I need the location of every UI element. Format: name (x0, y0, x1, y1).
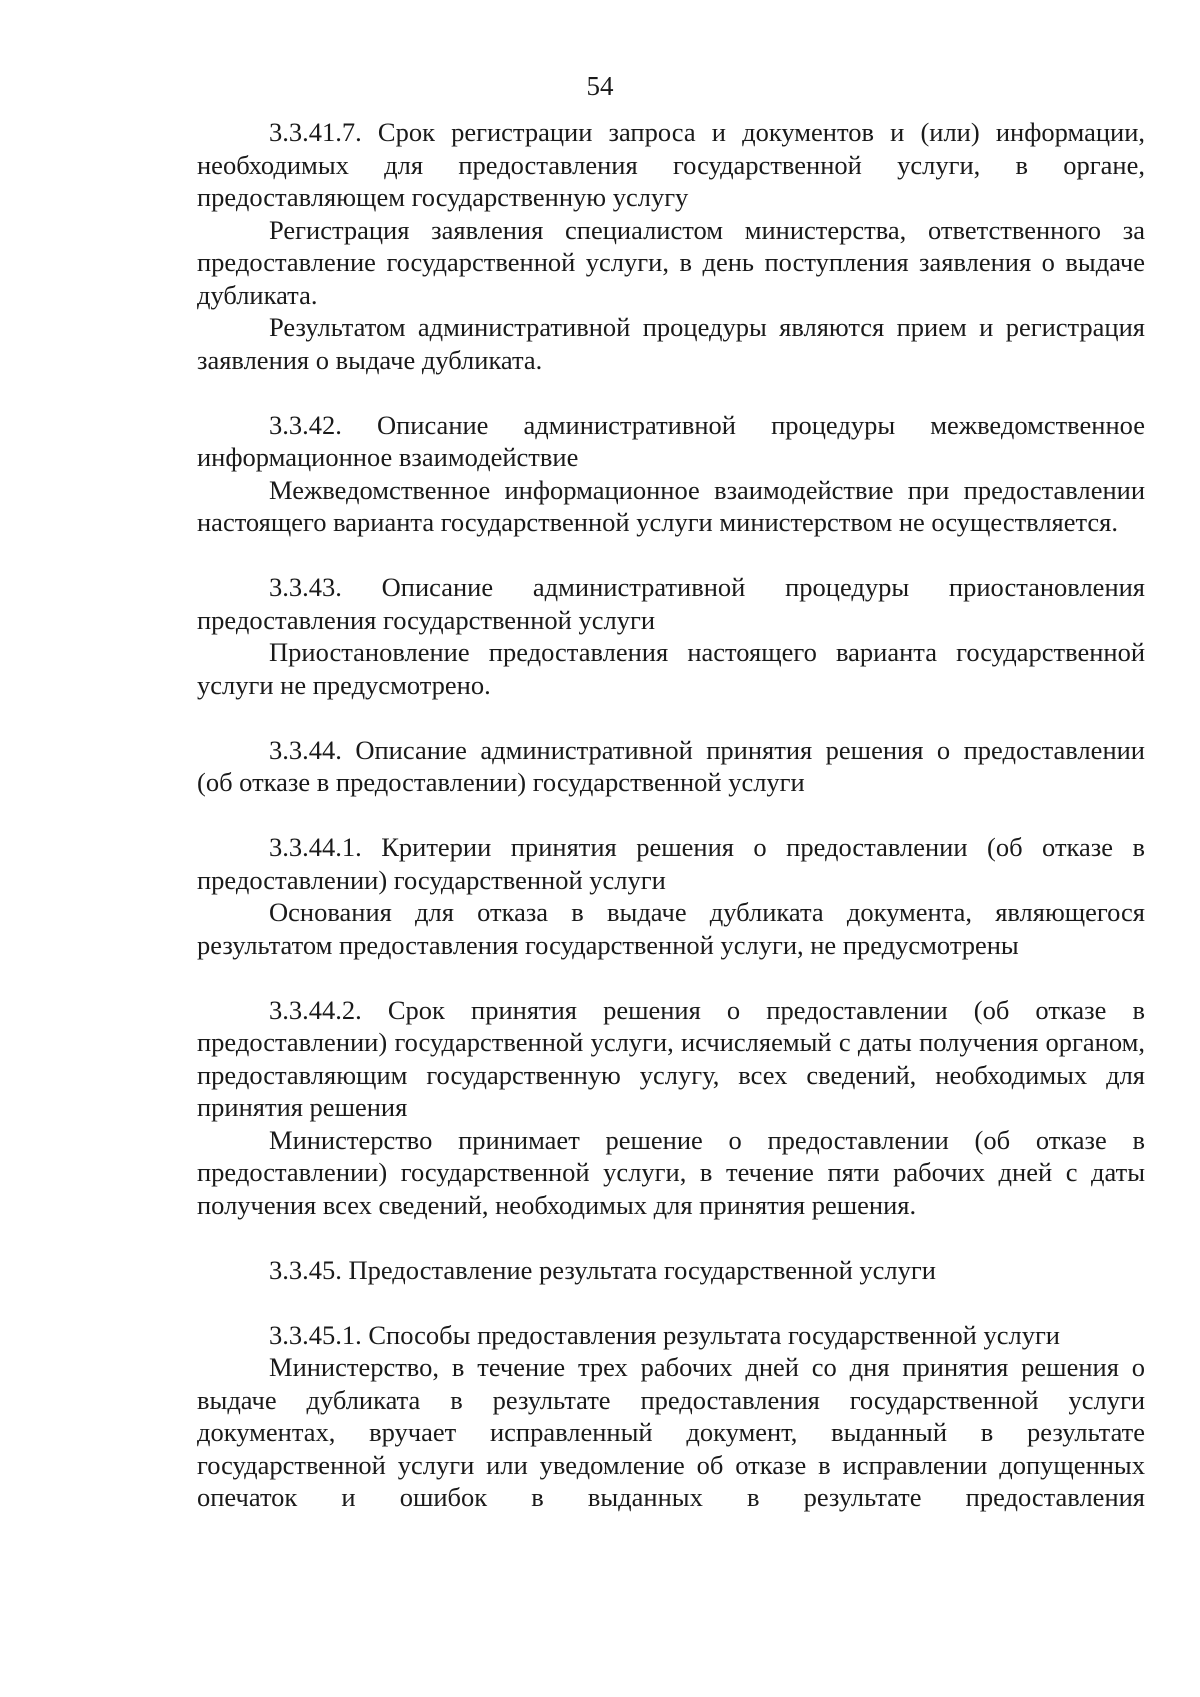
section-gap (197, 376, 1145, 409)
section-3-3-43-heading: 3.3.43. Описание административной процедуры приостановления предоставления государственной услуги (197, 572, 1145, 635)
section-gap (197, 1221, 1145, 1254)
section-gap (197, 799, 1145, 832)
section-gap (197, 701, 1145, 734)
section-3-3-41-7-heading: 3.3.41.7. Срок регистрации запроса и документов и (или) информации, необходимых для предоставления государственной услуги, в органе, предоставляющем государственную услугу (197, 117, 1145, 212)
result-delivery-paragraph: Министерство, в течение трех рабочих дней со дня принятия решения о выдаче дубликата в результате предоставления государственной услуги документах, вручает исправленный документ, выданный в результате государственной услуги или уведомление об отказе в исправлении допущенных опечаток и ошибок в выданных в результате предоставления (197, 1352, 1145, 1512)
section-3-3-44-2-heading: 3.3.44.2. Срок принятия решения о предоставлении (об отказе в предоставлении) государственной услуги, исчисляемый с даты получения органом, предоставляющим государственную услугу, всех сведений, необходимых для принятия решения (197, 994, 1145, 1122)
section-gap (197, 539, 1145, 572)
procedure-result-paragraph: Результатом административной процедуры являются прием и регистрация заявления о выдаче дубликата. (197, 312, 1145, 375)
interagency-paragraph: Межведомственное информационное взаимодействие при предоставлении настоящего варианта государственной услуги министерством не осуществляется. (197, 474, 1145, 537)
section-3-3-45-heading: 3.3.45. Предоставление результата государственной услуги (269, 1254, 936, 1285)
refusal-grounds-paragraph: Основания для отказа в выдаче дубликата документа, являющегося результатом предоставления государственной услуги, не предусмотрены (197, 897, 1145, 960)
section-gap (197, 961, 1145, 994)
registration-paragraph: Регистрация заявления специалистом министерства, ответственного за предоставление государственной услуги, в день поступления заявления о выдаче дубликата. (197, 214, 1145, 310)
page-number: 54 (586, 71, 614, 101)
section-3-3-44-1-heading: 3.3.44.1. Критерии принятия решения о предоставлении (об отказе в предоставлении) государственной услуги (197, 832, 1145, 895)
section-3-3-45-1-heading: 3.3.45.1. Способы предоставления результата государственной услуги (269, 1319, 1060, 1350)
document-body (197, 116, 1145, 1514)
section-3-3-42-heading: 3.3.42. Описание административной процедуры межведомственное информационное взаимодействие (197, 409, 1145, 472)
decision-term-paragraph: Министерство принимает решение о предоставлении (об отказе в предоставлении) государственной услуги, в течение пяти рабочих дней с даты получения всех сведений, необходимых для принятия решения. (197, 1124, 1145, 1220)
section-gap (197, 1286, 1145, 1319)
suspension-paragraph: Приостановление предоставления настоящего варианта государственной услуги не предусмотрено. (197, 637, 1145, 700)
section-3-3-44-heading: 3.3.44. Описание административной принятия решения о предоставлении (об отказе в предоставлении) государственной услуги (197, 734, 1145, 797)
